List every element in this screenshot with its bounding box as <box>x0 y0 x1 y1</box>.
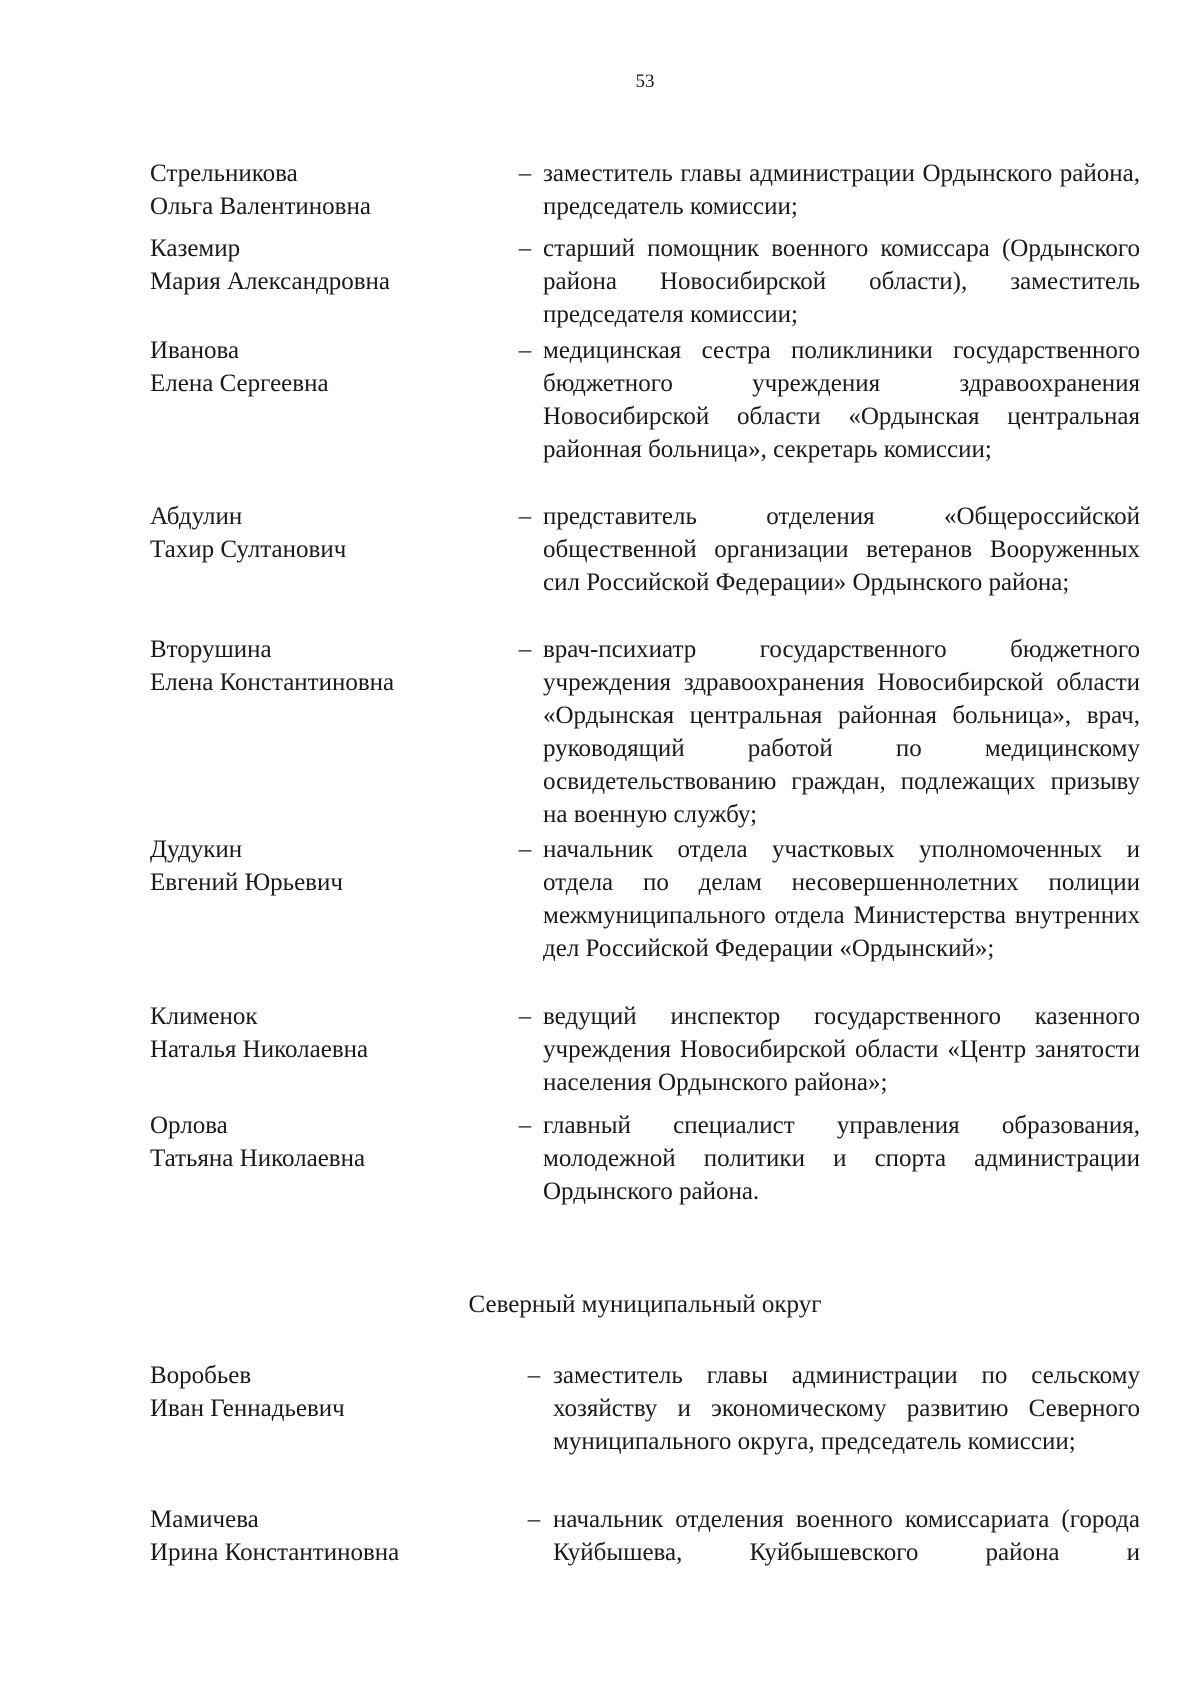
member-role: заместитель главы администрации Ордынского района, председатель комиссии; <box>543 160 1140 220</box>
member-entry <box>150 232 1140 328</box>
member-surname: Воробьев <box>150 1362 252 1389</box>
member-entry <box>150 833 1140 988</box>
member-surname: Дудукин <box>150 836 243 863</box>
member-name <box>150 1503 510 1569</box>
member-given-names: Ольга Валентиновна <box>150 193 371 220</box>
member-role: представитель отделения «Общероссийской общественной организации ветеранов Вооруженных сил Российской Федерации» Ордынского района; <box>543 503 1140 596</box>
dash-separator: – <box>518 337 532 364</box>
member-name <box>150 1000 510 1097</box>
member-entry <box>150 500 1140 621</box>
dash-separator: – <box>518 1003 532 1030</box>
member-name <box>150 633 510 821</box>
member-given-names: Наталья Николаевна <box>150 1036 369 1063</box>
member-name <box>150 1359 510 1491</box>
member-name <box>150 500 510 621</box>
member-role: старший помощник военного комиссара (Ордынского района Новосибирской области), заместитель председателя комиссии; <box>543 235 1140 328</box>
member-surname: Орлова <box>150 1112 228 1139</box>
member-entry <box>150 334 1140 488</box>
page-number: 53 <box>635 71 655 92</box>
member-surname: Каземир <box>150 235 241 262</box>
member-surname: Стрельникова <box>150 160 298 187</box>
member-entry <box>150 1359 1140 1491</box>
member-role: медицинская сестра поликлиники государственного бюджетного учреждения здравоохранения Новосибирской области «Ордынская центральная районная больница», секретарь комиссии; <box>543 337 1140 463</box>
section-heading: Северный муниципальный округ <box>468 1291 822 1318</box>
member-role: ведущий инспектор государственного казенного учреждения Новосибирской области «Центр занятости населения Ордынского района»; <box>543 1003 1140 1096</box>
member-given-names: Ирина Константиновна <box>150 1539 400 1566</box>
member-given-names: Тахир Султанович <box>150 536 347 563</box>
member-entry <box>150 1503 1140 1569</box>
dash-separator: – <box>527 1506 541 1533</box>
member-name <box>150 157 510 220</box>
member-name <box>150 334 510 488</box>
member-role: врач-психиатр государственного бюджетного учреждения здравоохранения Новосибирской области «Ордынская центральная районная больница», врач, руководящий работой по медицинскому освидетельствованию граждан, подлежащих призыву на военную службу; <box>543 636 1140 828</box>
member-given-names: Евгений Юрьевич <box>150 869 343 896</box>
member-name <box>150 232 510 322</box>
member-role: начальник отделения военного комиссариата (города Куйбышева, Куйбышевского района и <box>553 1506 1140 1566</box>
dash-separator: – <box>518 235 532 262</box>
dash-separator: – <box>518 160 532 187</box>
member-surname: Иванова <box>150 337 240 364</box>
member-entry <box>150 633 1140 828</box>
member-role: заместитель главы администрации по сельскому хозяйству и экономическому развитию Северного муниципального округа, председатель комиссии; <box>553 1362 1140 1455</box>
dash-separator: – <box>518 1112 532 1139</box>
member-given-names: Иван Геннадьевич <box>150 1395 345 1422</box>
dash-separator: – <box>518 636 532 663</box>
dash-separator: – <box>518 503 532 530</box>
commission-list-severny <box>150 1359 1140 1581</box>
member-given-names: Татьяна Николаевна <box>150 1145 366 1172</box>
member-given-names: Елена Константиновна <box>150 669 395 696</box>
commission-list-ordynsky <box>150 157 1140 1220</box>
member-name <box>150 833 510 988</box>
member-surname: Мамичева <box>150 1506 259 1533</box>
member-role: главный специалист управления образования, молодежной политики и спорта администрации Ордынского района. <box>543 1112 1140 1205</box>
member-surname: Абдулин <box>150 503 243 530</box>
dash-separator: – <box>527 1362 541 1389</box>
dash-separator: – <box>518 836 532 863</box>
member-given-names: Елена Сергеевна <box>150 370 329 397</box>
member-role: начальник отдела участковых уполномоченных и отдела по делам несовершеннолетних полиции межмуниципального отдела Министерства внутренних дел Российской Федерации «Ордынский»; <box>543 836 1140 962</box>
member-surname: Клименок <box>150 1003 258 1030</box>
member-entry <box>150 1000 1140 1097</box>
member-name <box>150 1109 510 1208</box>
member-surname: Вторушина <box>150 636 272 663</box>
member-entry <box>150 157 1140 220</box>
member-given-names: Мария Александровна <box>150 268 390 295</box>
member-entry <box>150 1109 1140 1208</box>
